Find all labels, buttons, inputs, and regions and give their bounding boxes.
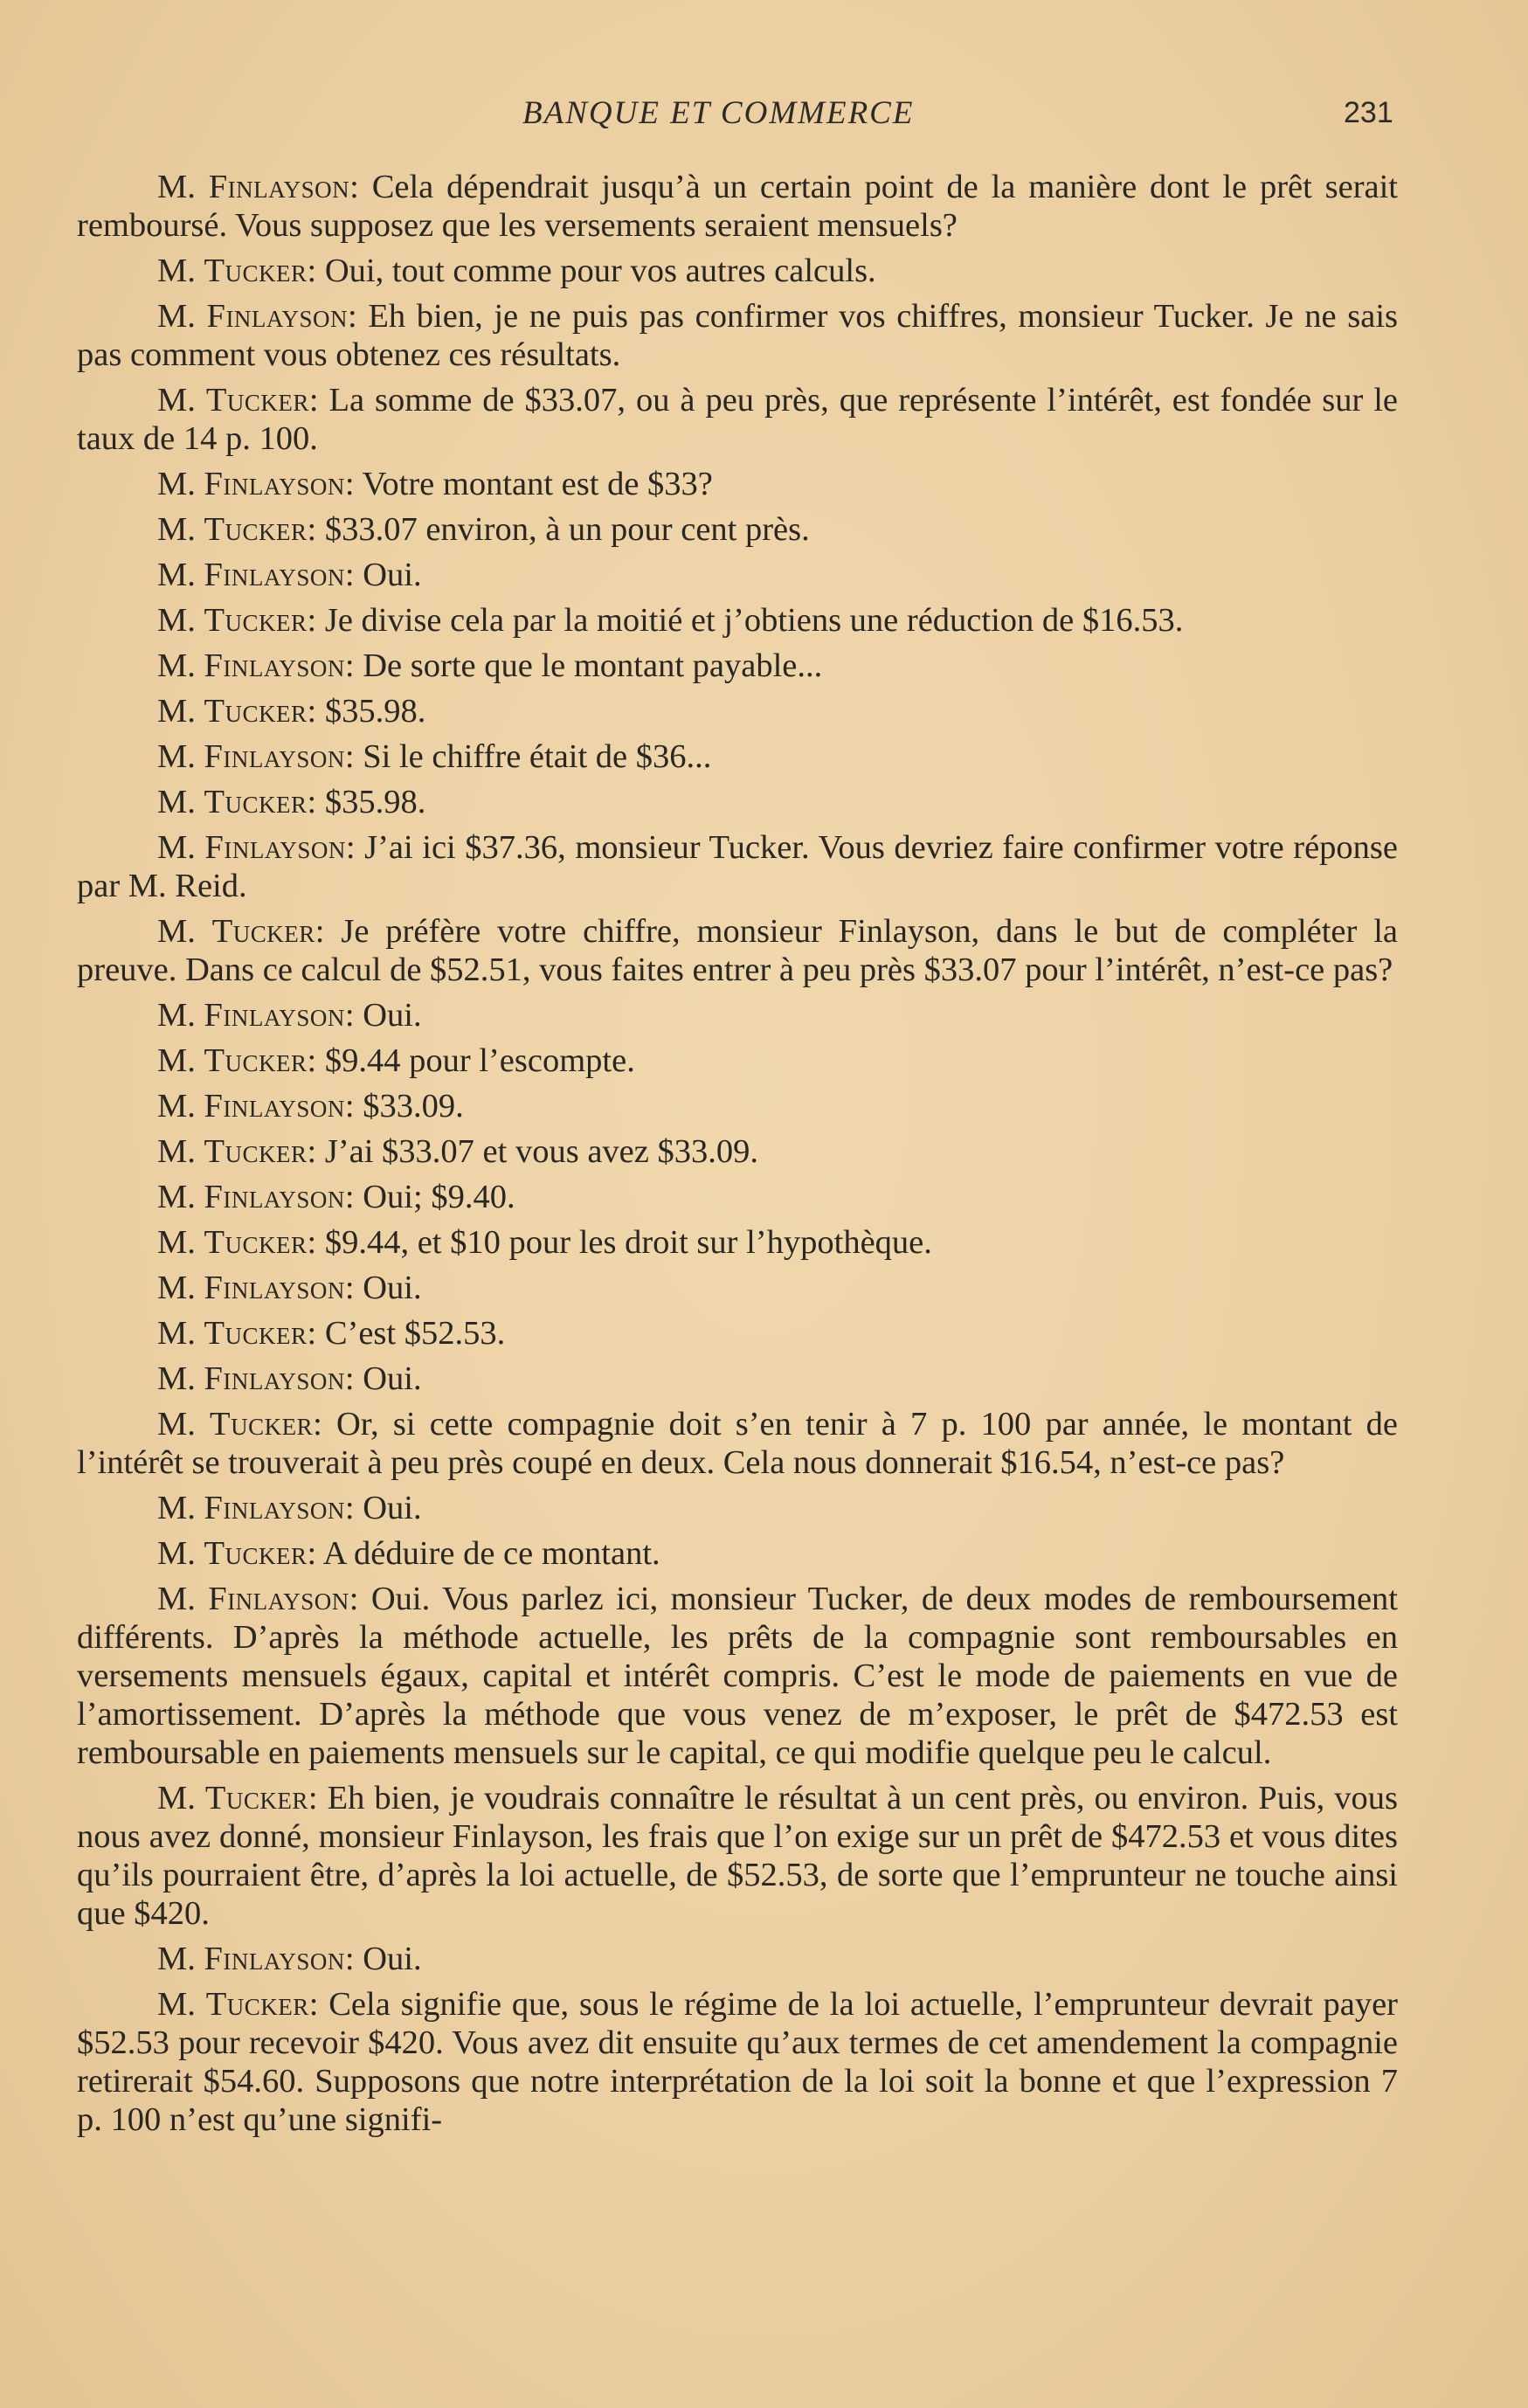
speaker-separator: : [349,1581,371,1617]
dialogue-paragraph [77,1779,1398,1933]
speaker-name: Tucker [204,1780,308,1816]
paragraph-text: Eh bien, je ne puis pas confirmer vos chiffres, monsieur Tucker. Je ne sais pas comment vous obtenez ces résultats. [77,298,1398,373]
speaker-name: Tucker [204,511,308,548]
speaker-separator: : [307,1315,325,1352]
dialogue-paragraph [77,465,1398,503]
dialogue-paragraph [77,783,1398,821]
speaker-title: M. [157,647,196,684]
speaker-separator: : [344,997,363,1034]
dialogue-paragraph [77,1132,1398,1171]
paragraph-text: Oui, tout comme pour vos autres calculs. [324,253,876,289]
paragraph-text: La somme de $33.07, ou à peu près, que représente l’intérêt, est fondée sur le taux de 14 p. 100. [77,382,1398,457]
paragraph-text: De sorte que le montant payable... [363,647,823,684]
paragraph-text: Cela dépendrait jusqu’à un certain point de la manière dont le prêt serait remboursé. Vous supposez que les versements seraient mensuels? [77,169,1399,244]
speaker-separator: : [344,1941,363,1977]
speaker-title: M. [157,1315,196,1352]
speaker-title: M. [157,1133,196,1170]
speaker-separator: : [347,298,369,335]
dialogue-paragraph [77,1940,1398,1978]
speaker-title: M. [157,1780,196,1816]
dialogue-paragraph [77,1360,1398,1398]
speaker-title: M. [157,602,196,639]
dialogue-paragraph [77,1087,1398,1125]
speaker-name: Finlayson [208,169,350,205]
dialogue-paragraph [77,556,1398,594]
speaker-title: M. [157,829,196,866]
paragraph-text: $33.07 environ, à un pour cent près. [324,511,810,548]
paragraph-text: Oui. Vous parlez ici, monsieur Tucker, de deux modes de remboursement différents. D’après la méthode actuelle, les prêts de la compagnie sont remboursables en versements mensuels égaux, capital et intérêt compris. C’est le mode de paiements en vue de l’amortissement. D’après la méthode que vous venez de m’exposer, le prêt de $472.53 est remboursable en paiements mensuels sur le capital, ce qui modifie quelque peu le calcul. [77,1581,1399,1771]
paragraph-text: C’est $52.53. [324,1315,506,1352]
paragraph-text: Oui. [363,1490,422,1526]
paragraph-text: A déduire de ce montant. [322,1535,660,1572]
speaker-separator: : [307,693,325,730]
paragraph-text: $33.09. [363,1088,464,1124]
speaker-title: M. [157,1581,196,1617]
speaker-separator: : [307,784,325,820]
speaker-title: M. [157,511,196,548]
speaker-name: Finlayson [204,997,345,1034]
paragraph-text: $9.44, et $10 pour les droit sur l’hypothèque. [324,1224,932,1261]
speaker-name: Finlayson [204,1360,345,1397]
speaker-title: M. [157,298,196,335]
speaker-name: Finlayson [204,1941,345,1977]
speaker-separator: : [344,557,363,593]
speaker-separator: : [307,511,325,548]
speaker-separator: : [344,1360,363,1397]
dialogue-paragraph [77,510,1398,549]
speaker-name: Finlayson [204,466,345,502]
paragraph-text: $35.98. [324,693,426,730]
paragraph-text: Si le chiffre était de $36... [363,738,712,775]
speaker-separator: : [307,1042,325,1079]
speaker-name: Tucker [204,1224,308,1261]
speaker-separator: : [344,1179,363,1215]
speaker-name: Tucker [204,784,308,820]
dialogue-paragraph [77,692,1398,730]
paragraph-text: Oui. [363,1360,422,1397]
speaker-name: Finlayson [204,1490,345,1526]
dialogue-paragraph [77,1580,1398,1772]
speaker-separator: : [308,1986,329,2023]
speaker-title: M. [157,169,196,205]
paragraph-text: Cela signifie que, sous le régime de la loi actuelle, l’emprunteur devrait payer $52.53 pour recevoir $420. Vous avez dit ensuite qu’aux termes de cet amendement la compagnie retirerait $54.60. Supposons que notre interprétation de la loi soit la bonne et que l’expression 7 p. 100 n’est qu’une signifi- [77,1986,1398,2138]
speaker-title: M. [157,1224,196,1261]
running-title: BANQUE ET COMMERCE [522,95,915,131]
speaker-name: Tucker [204,602,308,639]
dialogue-paragraph [77,828,1398,905]
speaker-name: Finlayson [208,1581,349,1617]
speaker-title: M. [157,1535,196,1572]
speaker-separator: : [344,466,363,502]
speaker-name: Tucker [204,1535,308,1572]
dialogue-paragraph [77,1223,1398,1262]
paragraph-text: Oui; $9.40. [363,1179,515,1215]
paragraph-text: Oui. [363,997,422,1034]
dialogue-paragraph [77,1985,1398,2139]
speaker-name: Tucker [205,382,309,419]
speaker-separator: : [308,1780,328,1816]
dialogue-paragraph [77,1314,1398,1353]
dialogue-paragraph [77,381,1398,458]
paragraph-text: Je préfère votre chiffre, monsieur Finlayson, dans le but de compléter la preuve. Dans ce calcul de $52.51, vous faites entrer à peu près $33.07 pour l’intérêt, n’est-ce pas? [77,913,1398,988]
speaker-name: Tucker [204,253,308,289]
speaker-title: M. [157,382,196,419]
dialogue-paragraph [77,1405,1398,1482]
speaker-name: Tucker [204,1133,308,1170]
dialogue-paragraph [77,647,1398,685]
speaker-title: M. [157,557,196,593]
speaker-separator: : [344,647,363,684]
speaker-name: Finlayson [204,829,346,866]
speaker-separator: : [349,169,372,205]
paragraph-text: J’ai ici $37.36, monsieur Tucker. Vous devriez faire confirmer votre réponse par M. Reid. [77,829,1398,904]
speaker-title: M. [157,738,196,775]
speaker-separator: : [344,1490,363,1526]
dialogue-paragraph [77,252,1398,290]
speaker-separator: : [344,738,363,775]
speaker-title: M. [157,1986,196,2023]
speaker-name: Finlayson [204,1270,345,1306]
dialogue-paragraph [77,297,1398,374]
speaker-name: Tucker [204,1315,308,1352]
text-body [77,168,1398,2146]
speaker-name: Finlayson [204,1088,345,1124]
speaker-separator: : [344,1270,363,1306]
speaker-title: M. [157,1360,196,1397]
speaker-name: Tucker [211,913,315,950]
dialogue-paragraph [77,1489,1398,1527]
dialogue-paragraph [77,996,1398,1034]
speaker-name: Tucker [204,1042,308,1079]
dialogue-paragraph [77,601,1398,640]
speaker-name: Finlayson [204,1179,345,1215]
speaker-title: M. [157,693,196,730]
speaker-name: Finlayson [204,738,345,775]
speaker-title: M. [157,466,196,502]
paragraph-text: Or, si cette compagnie doit s’en tenir à 7 p. 100 par année, le montant de l’intérêt se trouverait à peu près coupé en deux. Cela nous donnerait $16.54, n’est-ce pas? [77,1406,1399,1481]
speaker-name: Tucker [205,1986,309,2023]
running-head [0,94,1528,138]
speaker-name: Finlayson [206,298,348,335]
speaker-title: M. [157,1179,196,1215]
speaker-separator: : [315,913,342,950]
speaker-title: M. [157,1490,196,1526]
paragraph-text: Je divise cela par la moitié et j’obtiens une réduction de $16.53. [324,602,1184,639]
speaker-separator: : [308,382,329,419]
paragraph-text: $35.98. [324,784,426,820]
speaker-title: M. [157,913,196,950]
paragraph-text: J’ai $33.07 et vous avez $33.09. [324,1133,758,1170]
dialogue-paragraph [77,737,1398,776]
paragraph-text: Oui. [363,1270,422,1306]
speaker-title: M. [157,997,196,1034]
speaker-separator: : [307,1133,325,1170]
speaker-separator: : [307,602,325,639]
speaker-separator: : [345,829,365,866]
dialogue-paragraph [77,1269,1398,1307]
paragraph-text: $9.44 pour l’escompte. [324,1042,635,1079]
speaker-name: Finlayson [204,647,345,684]
speaker-title: M. [157,784,196,820]
dialogue-paragraph [77,1178,1398,1216]
speaker-separator: : [344,1088,363,1124]
speaker-title: M. [157,1270,196,1306]
speaker-separator: : [307,1535,323,1572]
speaker-title: M. [157,253,196,289]
speaker-name: Tucker [210,1406,314,1443]
speaker-title: M. [157,1088,196,1124]
speaker-separator: : [307,1224,325,1261]
paragraph-text: Oui. [363,1941,422,1977]
dialogue-paragraph [77,168,1398,245]
speaker-name: Tucker [204,693,308,730]
dialogue-paragraph [77,1041,1398,1080]
page-number: 231 [1344,96,1393,129]
speaker-title: M. [157,1406,196,1443]
speaker-title: M. [157,1941,196,1977]
speaker-separator: : [313,1406,336,1443]
speaker-separator: : [307,253,325,289]
dialogue-paragraph [77,1534,1398,1573]
paragraph-text: Eh bien, je voudrais connaître le résultat à un cent près, ou environ. Puis, vous nous avez donné, monsieur Finlayson, les frais que l’on exige sur un prêt de $472.53 et vous dites qu’ils pourraient être, d’après la loi actuelle, de $52.53, de sorte que l’emprunteur ne touche ainsi que $420. [77,1780,1399,1932]
dialogue-paragraph [77,912,1398,989]
speaker-name: Finlayson [204,557,345,593]
paragraph-text: Votre montant est de $33? [362,466,713,502]
paragraph-text: Oui. [363,557,422,593]
speaker-title: M. [157,1042,196,1079]
